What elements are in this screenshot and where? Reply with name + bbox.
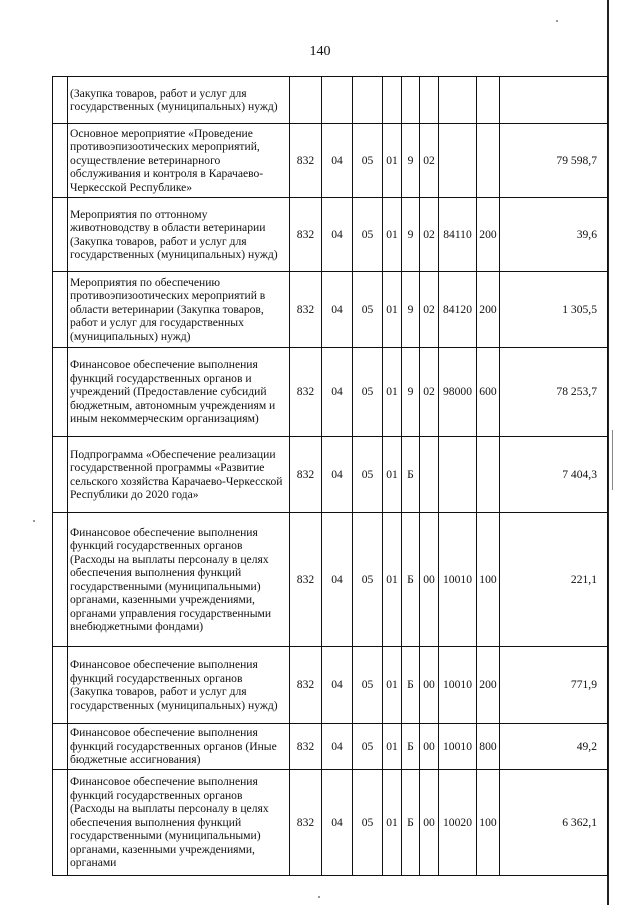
row-section-code: 04 xyxy=(322,272,353,348)
row-main-event-code: 00 xyxy=(420,724,439,770)
row-description: (Закупка товаров, работ и услуг для государственных (муниципальных) нужд) xyxy=(68,77,290,124)
row-program-code: 01 xyxy=(383,198,402,272)
row-description: Финансовое обеспечение выполнения функций государственных органов (Расходы на выплаты персоналу в целях обеспечения выполнения функций государственными (муниципальными) органами, казенными учреждениями, органами управления государственными внебюджетными фондами) xyxy=(68,513,290,647)
table-row xyxy=(53,77,608,124)
row-description: Подпрограмма «Обеспечение реализации государственной программы «Развитие сельского хозяйства Карачаево-Черкесской Республики до 2020 года» xyxy=(68,437,290,513)
row-amount: 6 362,1 xyxy=(500,770,608,876)
row-margin-cell xyxy=(53,647,68,724)
row-section-code: 04 xyxy=(322,647,353,724)
row-expense-type-code: 100 xyxy=(477,513,500,647)
row-margin-cell xyxy=(53,437,68,513)
table-row xyxy=(53,770,608,876)
row-ministry-code: 832 xyxy=(290,124,322,198)
row-description: Финансовое обеспечение выполнения функций государственных органов (Расходы на выплаты персоналу в целях обеспечения выполнения функций государственными (муниципальными) органами, казенными учреждениями, органами xyxy=(68,770,290,876)
scan-speck xyxy=(33,520,35,522)
row-expense-type-code: 600 xyxy=(477,348,500,437)
row-margin-cell xyxy=(53,724,68,770)
row-direction-code xyxy=(439,437,477,513)
row-main-event-code xyxy=(420,77,439,124)
row-subprogram-code: 9 xyxy=(402,198,420,272)
row-direction-code xyxy=(439,77,477,124)
row-section-code: 04 xyxy=(322,198,353,272)
row-amount: 78 253,7 xyxy=(500,348,608,437)
row-amount: 221,1 xyxy=(500,513,608,647)
row-ministry-code: 832 xyxy=(290,724,322,770)
row-amount: 1 305,5 xyxy=(500,272,608,348)
row-margin-cell xyxy=(53,198,68,272)
row-expense-type-code: 800 xyxy=(477,724,500,770)
row-subsection-code: 05 xyxy=(353,198,383,272)
row-description: Финансовое обеспечение выполнения функций государственных органов и учреждений (Предоставление субсидий бюджетным, автономным учреждениям и иным некоммерческим организациям) xyxy=(68,348,290,437)
table-row xyxy=(53,272,608,348)
row-direction-code: 10010 xyxy=(439,647,477,724)
row-program-code: 01 xyxy=(383,724,402,770)
row-direction-code: 84110 xyxy=(439,198,477,272)
row-amount: 39,6 xyxy=(500,198,608,272)
row-subsection-code xyxy=(353,77,383,124)
row-expense-type-code: 200 xyxy=(477,647,500,724)
row-amount: 771,9 xyxy=(500,647,608,724)
row-subprogram-code: 9 xyxy=(402,272,420,348)
row-subprogram-code: Б xyxy=(402,770,420,876)
row-description: Основное мероприятие «Проведение противоэпизоотических мероприятий, осуществление ветеринарного обслуживания и контроля в Карачаево-Черкесской Республике» xyxy=(68,124,290,198)
row-direction-code: 10020 xyxy=(439,770,477,876)
row-ministry-code: 832 xyxy=(290,647,322,724)
row-ministry-code: 832 xyxy=(290,198,322,272)
row-subsection-code: 05 xyxy=(353,348,383,437)
row-subprogram-code: Б xyxy=(402,513,420,647)
row-subsection-code: 05 xyxy=(353,513,383,647)
row-section-code: 04 xyxy=(322,724,353,770)
row-direction-code: 84120 xyxy=(439,272,477,348)
table-row xyxy=(53,513,608,647)
row-section-code: 04 xyxy=(322,513,353,647)
row-description: Мероприятия по обеспечению противоэпизоотических мероприятий в области ветеринарии (Закупка товаров, работ и услуг для государственных (муниципальных) нужд) xyxy=(68,272,290,348)
row-direction-code: 10010 xyxy=(439,513,477,647)
row-expense-type-code xyxy=(477,124,500,198)
page-number: 140 xyxy=(309,44,331,59)
row-amount: 7 404,3 xyxy=(500,437,608,513)
table-row xyxy=(53,198,608,272)
row-section-code: 04 xyxy=(322,348,353,437)
row-main-event-code: 02 xyxy=(420,272,439,348)
row-ministry-code xyxy=(290,77,322,124)
row-margin-cell xyxy=(53,124,68,198)
table-row xyxy=(53,348,608,437)
row-description: Мероприятия по оттонному животноводству в области ветеринарии (Закупка товаров, работ и услуг для государственных (муниципальных) нужд) xyxy=(68,198,290,272)
row-amount xyxy=(500,77,608,124)
row-subprogram-code: Б xyxy=(402,437,420,513)
scan-speck xyxy=(556,20,558,22)
row-margin-cell xyxy=(53,513,68,647)
row-amount: 79 598,7 xyxy=(500,124,608,198)
row-ministry-code: 832 xyxy=(290,272,322,348)
row-direction-code: 10010 xyxy=(439,724,477,770)
row-subprogram-code: 9 xyxy=(402,124,420,198)
row-description: Финансовое обеспечение выполнения функций государственных органов (Закупка товаров, работ и услуг для государственных (муниципальных) нужд) xyxy=(68,647,290,724)
row-section-code: 04 xyxy=(322,437,353,513)
row-main-event-code: 00 xyxy=(420,647,439,724)
row-section-code xyxy=(322,77,353,124)
row-program-code: 01 xyxy=(383,437,402,513)
row-ministry-code: 832 xyxy=(290,348,322,437)
row-subprogram-code: 9 xyxy=(402,348,420,437)
row-margin-cell xyxy=(53,272,68,348)
row-margin-cell xyxy=(53,77,68,124)
row-subsection-code: 05 xyxy=(353,437,383,513)
row-subprogram-code: Б xyxy=(402,724,420,770)
row-main-event-code xyxy=(420,437,439,513)
row-margin-cell xyxy=(53,348,68,437)
row-program-code xyxy=(383,77,402,124)
row-program-code: 01 xyxy=(383,647,402,724)
row-expense-type-code: 100 xyxy=(477,770,500,876)
row-program-code: 01 xyxy=(383,770,402,876)
row-subsection-code: 05 xyxy=(353,272,383,348)
row-expense-type-code xyxy=(477,437,500,513)
row-ministry-code: 832 xyxy=(290,437,322,513)
row-main-event-code: 00 xyxy=(420,513,439,647)
row-description: Финансовое обеспечение выполнения функций государственных органов (Иные бюджетные ассигнования) xyxy=(68,724,290,770)
row-direction-code: 98000 xyxy=(439,348,477,437)
row-program-code: 01 xyxy=(383,348,402,437)
row-program-code: 01 xyxy=(383,272,402,348)
table-row xyxy=(53,437,608,513)
table-row xyxy=(53,724,608,770)
row-subsection-code: 05 xyxy=(353,770,383,876)
row-expense-type-code xyxy=(477,77,500,124)
row-section-code: 04 xyxy=(322,770,353,876)
row-program-code: 01 xyxy=(383,124,402,198)
scan-speck xyxy=(318,896,320,898)
table-row xyxy=(53,124,608,198)
row-main-event-code: 02 xyxy=(420,198,439,272)
table-row xyxy=(53,647,608,724)
row-amount: 49,2 xyxy=(500,724,608,770)
row-section-code: 04 xyxy=(322,124,353,198)
row-main-event-code: 02 xyxy=(420,348,439,437)
row-subsection-code: 05 xyxy=(353,647,383,724)
row-ministry-code: 832 xyxy=(290,770,322,876)
row-subsection-code: 05 xyxy=(353,724,383,770)
row-subprogram-code: Б xyxy=(402,647,420,724)
page-edge-mark xyxy=(612,430,613,490)
row-ministry-code: 832 xyxy=(290,513,322,647)
row-expense-type-code: 200 xyxy=(477,272,500,348)
row-subprogram-code xyxy=(402,77,420,124)
row-main-event-code: 00 xyxy=(420,770,439,876)
row-subsection-code: 05 xyxy=(353,124,383,198)
row-main-event-code: 02 xyxy=(420,124,439,198)
row-expense-type-code: 200 xyxy=(477,198,500,272)
row-margin-cell xyxy=(53,770,68,876)
row-direction-code xyxy=(439,124,477,198)
row-program-code: 01 xyxy=(383,513,402,647)
budget-table xyxy=(52,76,608,876)
